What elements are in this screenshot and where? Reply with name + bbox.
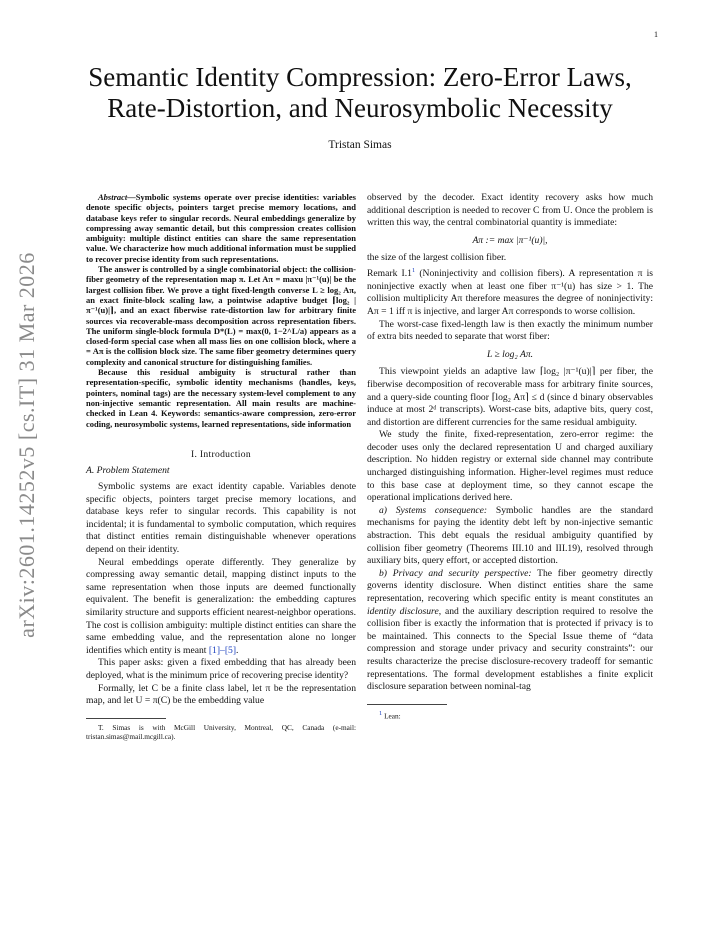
abstract-paragraph-1 xyxy=(86,192,356,264)
right-paragraph-3: The worst-case fixed-length law is then exactly the minimum number of extra bits needed to separate that worst fiber: xyxy=(367,318,653,343)
intro-paragraph-4: Formally, let C be a finite class label, let π be the representation map, and let U = π(C) be the embedding value xyxy=(86,682,356,707)
systems-consequence-text: Symbolic handles are the standard mechanisms for paying the identity debt left by non-injective semantic abstraction. This debt equals the residual ambiguity quantified by collision fiber geometry (Theorems III.10 and III.19), resolved through auxiliary bits, query effort, or accepted distortion. xyxy=(367,504,653,567)
privacy-heading: b) Privacy and security perspective: xyxy=(379,567,532,579)
privacy-paragraph xyxy=(367,568,653,694)
footnote-rule-right xyxy=(367,704,447,705)
citation-link[interactable]: [1]–[5] xyxy=(208,644,237,656)
footnote-marker[interactable]: 1 xyxy=(411,266,416,274)
section-heading-introduction: I. Introduction xyxy=(191,448,251,460)
privacy-emphasis: identity disclosure xyxy=(367,605,439,617)
lean-footnote-text: Lean: xyxy=(384,711,401,721)
remark-text: (Noninjectivity and collision fibers). A representation π is noninjective exactly when at least one fiber π⁻¹(u) has size > 1. The collision multiplicity Aπ therefore measures the degree of noninjectivity: Aπ = 1 iff π is injective, and larger Aπ corresponds to worse collision. xyxy=(367,268,653,317)
equation-converse: L ≥ log₂ Aπ. xyxy=(486,348,534,360)
remark-label: Remark I.1 xyxy=(367,268,412,280)
right-column xyxy=(367,192,653,720)
right-paragraph-4: This viewpoint yields an adaptive law ⌈log₂ |π⁻¹(u)|⌉ per fiber, the fiberwise decomposition of recoverable mass for arbitrary finite sources, and a query-side counting floor ⌈log₂ Aπ⌉ ≤ d (since d binary observables induce at most 2ᵈ transcripts). Worst-case bits, adaptive bits, query cost, and distortion are different currencies for the same residual ambiguity. xyxy=(367,366,653,428)
equation-1-text: Aπ := max |π⁻¹(u)|, xyxy=(472,234,548,246)
right-paragraph-1: observed by the decoder. Exact identity recovery asks how much additional description is needed to recover C from U. Once the problem is written this way, the central combinatorial quantity is immediate: xyxy=(367,192,653,229)
right-paragraph-2: the size of the largest collision fiber. xyxy=(367,252,507,264)
remark-paragraph xyxy=(367,265,653,319)
left-column xyxy=(86,192,356,741)
abstract-heading: Abstract— xyxy=(98,192,136,202)
systems-consequence-heading: a) Systems consequence: xyxy=(379,504,488,516)
lean-footnote xyxy=(367,709,653,720)
author-footnote: T. Simas is with McGill University, Montreal, QC, Canada (e-mail: tristan.simas@mail.mcgill.ca). xyxy=(86,722,356,741)
intro-paragraph-1: Symbolic systems are exact identity capable. Variables denote specific objects, pointers target precise memory locations, and database keys refer to singular records. This capability is not incidental; it is fundamental to symbolic computation, which requires that distinct entities remain distinguishable whenever operations depend on their identity. xyxy=(86,481,356,555)
systems-consequence-paragraph xyxy=(367,505,653,568)
abstract-paragraph-2: The answer is controlled by a single combinatorial object: the collision-fiber geometry of the representation map π. Let Aπ = maxu |π⁻¹(u)| be the largest collision fiber. We prove a tight fixed-length converse L ≥ log₂ Aπ, an exact finite-block scaling law, a pointwise adaptive budget ⌈log₂ |π⁻¹(u)|⌉, and an exact fiberwise rate-distortion law for arbitrary finite sources via recoverable-mass decomposition across representation fibers. The uniform single-block formula D*(L) = max(0, 1−2^L/a) appears as a closed-form special case when all mass lies on one collision block, where a = Aπ is the collision block size. The same fiber geometry determines query complexity and canonical structure for distinguishing families. xyxy=(86,264,356,367)
author-name: Tristan Simas xyxy=(328,139,392,151)
abstract-text-1: Symbolic systems operate over precise identities: variables denote specific objects, pointers target precise memory locations, and database keys refer to singular records. Neural embeddings generalize by compressing away semantic detail, but this compression creates collision ambiguity: multiple distinct entities can share the same representation value. We characterize how much additional information must be supplied to recover precise identity from such representations. xyxy=(86,192,356,264)
intro-paragraph-2-text: Neural embeddings operate differently. They generalize by compressing away semantic detail, mapping distinct inputs to the same representation when those inputs are deemed functionally equivalent. The benefit is generalization: the embedding captures similarity structure and supports efficient nearest-neighbor operations. The cost is collision ambiguity: multiple distinct entities can share the same embedding value, and the representation alone no longer identifies which entity is meant xyxy=(86,556,356,656)
arxiv-stamp[interactable]: arXiv:2601.14252v5 [cs.IT] 31 Mar 2026 xyxy=(14,252,39,638)
paper-title: Semantic Identity Compression: Zero-Error Laws, Rate-Distortion, and Neurosymbolic Necessity xyxy=(88,62,632,123)
intro-paragraph-2: Neural embeddings operate differently. They generalize by compressing away semantic detail, mapping distinct inputs to the same representation when those inputs are deemed functionally equivalent. The benefit is generalization: the embedding captures similarity structure and supports efficient nearest-neighbor operations. The cost is collision ambiguity: multiple distinct entities can share the same embedding value, and the representation alone no longer identifies which entity is meant [1]–[5]. xyxy=(86,556,356,656)
privacy-text-1: The fiber geometry directly governs identity disclosure. When distinct entities share the same representation, recovering which specific entity is meant constitutes an xyxy=(367,567,653,604)
footnote-rule xyxy=(86,718,166,719)
page-number: 1 xyxy=(654,30,658,39)
equation-collision-multiplicity xyxy=(367,235,653,248)
right-paragraph-5: We study the finite, fixed-representation, zero-error regime: the decoder uses only the declared representation U and charged auxiliary description. No hidden registry or external side channel may contribute uncharged distinguishing information. Higher-level regimes must reduce to this base case at deployment time, so they cannot escape the operational implications derived here. xyxy=(367,429,653,504)
lean-footnote-number: 1 xyxy=(379,709,383,717)
privacy-text-2: , and the auxiliary description required to resolve the collision fiber is exactly the information that is protected if privacy is to be maintained. This connects to the Special Issue theme of “data compression and storage under privacy and security constraints”: our results characterize the precise disclosure-recovery tradeoff for semantic representations. The formal development establishes a finite explicit disclosure separation between nominal-tag xyxy=(367,605,653,693)
subsection-heading-problem-statement: A. Problem Statement xyxy=(86,465,170,477)
intro-paragraph-3: This paper asks: given a fixed embedding that has already been deployed, what is the minimum price of recovering precise identity? xyxy=(86,657,356,681)
abstract-paragraph-3: Because this residual ambiguity is structural rather than representation-specific, symbolic identity mechanisms (handles, keys, pointers, nominal tags) are the necessary system-level complement to any non-injective semantic representation. All main results are machine-checked in Lean 4. Keywords: semantics-aware compression, zero-error coding, neurosymbolic systems, learned representations, side information xyxy=(86,367,356,429)
